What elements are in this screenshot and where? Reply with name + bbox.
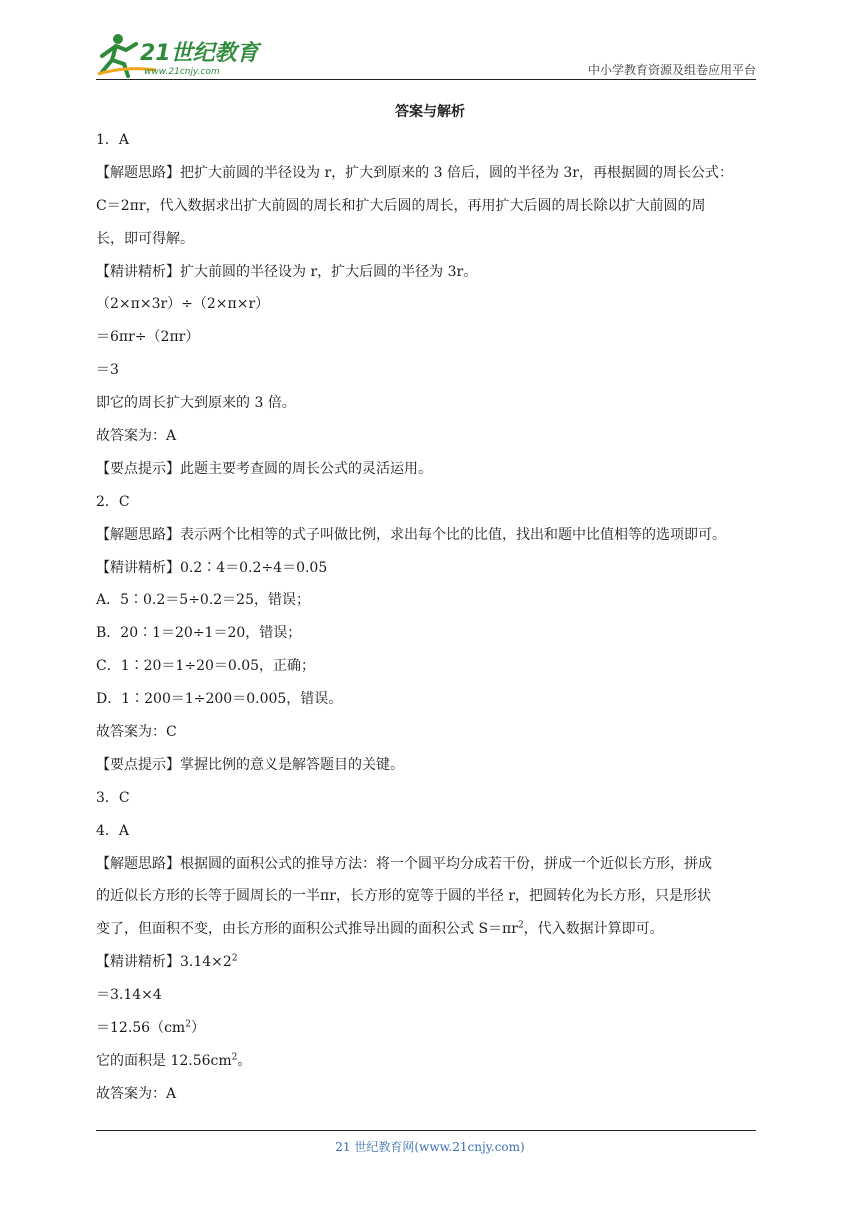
text-line: 1．A	[96, 132, 130, 148]
text-line: D．1∶200＝1÷200＝0.005，错误。	[96, 691, 343, 708]
platform-name: 中小学教育资源及组卷应用平台	[587, 63, 756, 77]
text-line	[96, 913, 772, 946]
site-logo	[96, 30, 266, 78]
document-body	[96, 124, 772, 1111]
page-header	[96, 30, 756, 80]
text-run: 它的面积是 12.56cm	[96, 1052, 232, 1069]
text-line: 故答案为：A	[96, 1085, 177, 1102]
text-line: 即它的周长扩大到原来的 3 倍。	[96, 395, 296, 412]
text-line: 故答案为：A	[96, 428, 177, 445]
text-run: 变了，但面积不变，由长方形的面积公式推导出圆的面积公式 S＝πr	[96, 921, 518, 938]
text-line: C＝2πr，代入数据求出扩大前圆的周长和扩大后圆的周长，再用扩大后圆的周长除以扩大前圆的周	[96, 197, 706, 214]
text-line: 【解题思路】根据圆的面积公式的推导方法：将一个圆平均分成若干份，拼成一个近似长方形，拼成	[96, 855, 712, 872]
text-run: ＝12.56（cm	[96, 1020, 186, 1037]
text-line	[96, 1012, 772, 1045]
text-line: 【解题思路】把扩大前圆的半径设为 r，扩大到原来的 3 倍后，圆的半径为 3r，再根据圆的周长公式：	[96, 164, 733, 181]
text-run: ，代入数据计算即可。	[523, 921, 664, 938]
footer-divider	[96, 1130, 756, 1131]
text-line: C．1∶20＝1÷20＝0.05，正确；	[96, 658, 316, 675]
superscript: 2	[517, 920, 524, 931]
text-line: 的近似长方形的长等于圆周长的一半πr，长方形的宽等于圆的半径 r，把圆转化为长方形，只是形状	[96, 888, 712, 905]
text-line	[96, 946, 772, 979]
text-line: 【解题思路】表示两个比相等的式子叫做比例，求出每个比的比值，找出和题中比值相等的选项即可。	[96, 526, 726, 543]
logo-url-text: www.21cnjy.com	[144, 67, 220, 77]
header-divider	[96, 79, 756, 80]
text-line: 【精讲精析】0.2∶4＝0.2÷4＝0.05	[96, 559, 328, 576]
text-line: A．5∶0.2＝5÷0.2＝25，错误；	[96, 592, 310, 609]
text-line: 2．C	[96, 493, 130, 510]
text-line: 【要点提示】掌握比例的意义是解答题目的关键。	[96, 756, 404, 773]
logo-brand-text: 21世纪教育	[140, 41, 259, 66]
text-run: ）	[190, 1020, 205, 1037]
text-line: （2×π×3r）÷（2×π×r）	[96, 296, 270, 313]
text-line: 长，即可得解。	[96, 230, 194, 247]
text-line: ＝3	[96, 362, 119, 379]
superscript: 2	[185, 1019, 191, 1030]
text-line: 故答案为：C	[96, 724, 177, 741]
text-line: ＝6πr÷（2πr）	[96, 329, 200, 346]
text-line: ＝3.14×4	[96, 987, 162, 1004]
text-line: B．20∶1＝20÷1＝20，错误；	[96, 625, 302, 642]
text-line: 【精讲精析】扩大前圆的半径设为 r，扩大后圆的半径为 3r。	[96, 263, 478, 280]
text-line: 【要点提示】此题主要考查圆的周长公式的灵活运用。	[96, 460, 432, 477]
text-line: 3．C	[96, 789, 130, 806]
superscript: 2	[231, 953, 238, 964]
text-line	[96, 1045, 772, 1078]
text-line: 4．A	[96, 822, 130, 839]
page-footer: 21 世纪教育网(www.21cnjy.com)	[335, 1140, 525, 1154]
text-run: 。	[237, 1052, 252, 1069]
superscript: 2	[231, 1052, 238, 1063]
document-title: 答案与解析	[395, 104, 465, 120]
text-run: 【精讲精析】3.14×2	[96, 954, 232, 971]
